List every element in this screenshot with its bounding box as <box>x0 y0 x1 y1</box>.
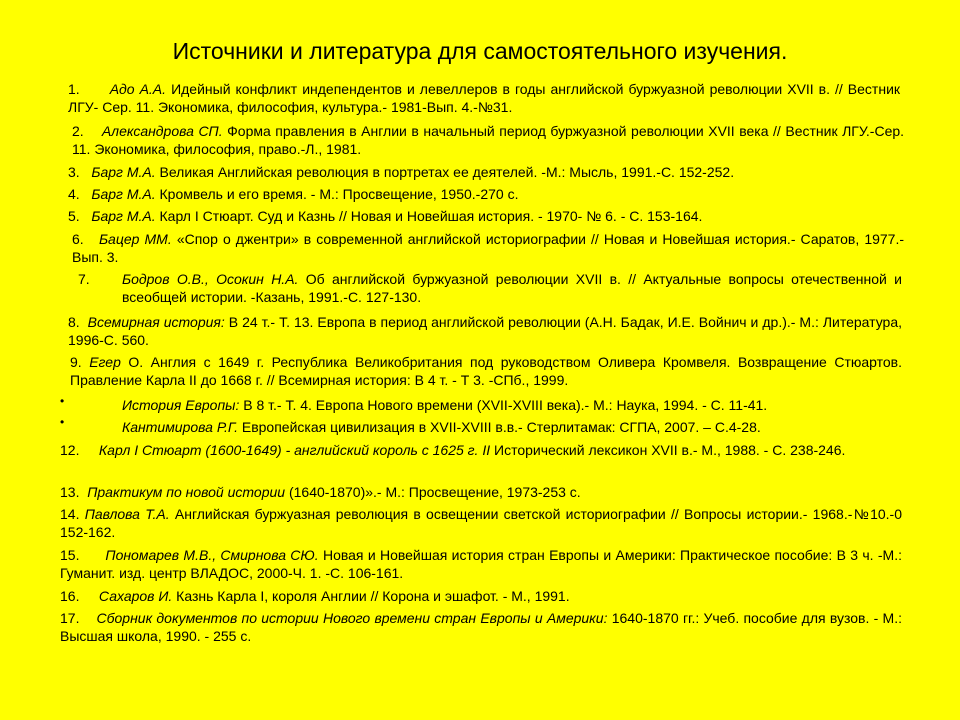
ref-number: 4. <box>68 186 80 202</box>
ref-number: 14. <box>60 506 80 522</box>
ref-text: Карл I Стюарт. Суд и Казнь // Новая и Новейшая история. - 1970- № 6. - С. 153-164. <box>159 208 703 224</box>
reference-item-10 <box>122 396 902 414</box>
ref-number: 2. <box>72 123 84 139</box>
ref-number: 8. <box>68 314 80 330</box>
bullet-icon: • <box>60 394 65 408</box>
ref-number: 13. <box>60 484 80 500</box>
ref-author: Барг М.А. <box>91 186 156 202</box>
reference-item-4 <box>68 185 900 203</box>
page-title: Источники и литература для самостоятельного изучения. <box>172 38 788 64</box>
ref-author: Всемирная история: <box>87 314 225 330</box>
ref-text: Новая и Новейшая история стран Европы и Америки: Практическое пособие: В 3 ч. -М.: Гуманит. изд. центр ВЛАДОС, 2000-Ч. 1. -С. 106-161. <box>60 547 902 581</box>
ref-author: Павлова Т.А. <box>84 506 170 522</box>
ref-author: Адо А.А. <box>109 81 167 97</box>
ref-author: Барг М.А. <box>91 208 156 224</box>
reference-item-12 <box>60 441 902 459</box>
ref-text: Исторический лексикон XVII в.- М., 1988. - С. 238-246. <box>494 442 846 458</box>
ref-author: Барг М.А. <box>91 164 156 180</box>
ref-author: Практикум по новой истории <box>87 484 286 500</box>
ref-number: 12. <box>60 442 80 458</box>
reference-item-17 <box>60 609 902 645</box>
reference-item-6 <box>72 230 904 266</box>
ref-text: Идейный конфликт индепендентов и левеллеров в годы английской буржуазной революции XVII в. // Вестник ЛГУ- Сер. 11. Экономика, философия, культура.- 1981-Вып. 4.-№31. <box>68 81 901 115</box>
ref-author: Карл I Стюарт (1600-1649) - английский король с 1625 г. II <box>98 442 491 458</box>
ref-text: Форма правления в Англии в начальный период буржуазной революции XVII века // Вестник ЛГУ.-Сер. 11. Экономика, философия, право.-Л., 1981. <box>72 123 905 157</box>
reference-item-8 <box>68 313 902 349</box>
ref-text: 1640-1870 гг.: Учеб. пособие для вузов. - М.: Высшая школа, 1990. - 255 с. <box>60 610 902 644</box>
ref-number: 9. <box>70 354 82 370</box>
ref-author: Сахаров И. <box>98 588 173 604</box>
ref-author: Бацер ММ. <box>98 231 172 247</box>
ref-author: Егер <box>89 354 121 370</box>
ref-number: 17. <box>60 610 80 626</box>
ref-text: Кромвель и его время. - М.: Просвещение, 1950.-270 с. <box>159 186 519 202</box>
reference-item-9 <box>70 353 902 389</box>
ref-text: «Спор о джентри» в современной английской историографии // Новая и Новейшая история.- Саратов, 1977.-Вып. 3. <box>72 231 905 265</box>
bullet-icon: • <box>60 415 65 429</box>
reference-item-7-body <box>122 270 902 306</box>
ref-text: Великая Английская революция в портретах ее деятелей. -М.: Мысль, 1991.-С. 152-252. <box>159 164 735 180</box>
ref-author: Александрова СП. <box>101 123 223 139</box>
ref-text: (1640-1870)».- М.: Просвещение, 1973-253 с. <box>288 484 581 500</box>
ref-number: 16. <box>60 588 80 604</box>
ref-number: 1. <box>68 81 80 97</box>
ref-text: Об английской буржуазной революции XVII в. // Актуальные вопросы отечественной и всеобщей истории. -Казань, 1991.-С. 127-130. <box>122 271 902 305</box>
ref-author: Кантимирова Р.Г. <box>122 419 238 435</box>
reference-item-16 <box>60 587 902 605</box>
ref-author: Бодров О.В., Осокин Н.А. <box>122 271 299 287</box>
ref-author: История Европы: <box>122 397 240 413</box>
ref-text: Английская буржуазная революция в освещении светской историографии // Вопросы истории.- 1968.-№10.-0 152-162. <box>60 506 903 540</box>
ref-text: В 8 т.- Т. 4. Европа Нового времени (XVII-XVIII века).- М.: Наука, 1994. - С. 11-41. <box>243 397 768 413</box>
reference-item-2 <box>72 122 904 158</box>
ref-number: 6. <box>72 231 84 247</box>
ref-number: 15. <box>60 547 80 563</box>
ref-text: В 24 т.- Т. 13. Европа в период английской революции (А.Н. Бадак, И.Е. Войнич и др.).- М.: Литература, 1996-С. 560. <box>68 314 903 348</box>
reference-item-13 <box>60 483 902 501</box>
ref-author: Пономарев М.В., Смирнова СЮ. <box>105 547 319 563</box>
ref-number: 5. <box>68 208 80 224</box>
ref-text: Европейская цивилизация в XVII-XVIII в.в.- Стерлитамак: СГПА, 2007. – С.4-28. <box>241 419 761 435</box>
ref-author: Сборник документов по истории Нового времени стран Европы и Америки: <box>96 610 608 626</box>
reference-item-1 <box>68 80 900 116</box>
reference-item-14 <box>60 505 902 541</box>
reference-item-11 <box>122 418 902 436</box>
ref-text: О. Англия с 1649 г. Республика Великобритания под руководством Оливера Кромвеля. Возвращение Стюартов. Правление Карла II до 1668 г. // Всемирная история: В 4 т. - Т 3. -СПб., 1999. <box>70 354 902 388</box>
reference-item-15 <box>60 546 902 582</box>
reference-item-3 <box>68 163 900 181</box>
ref-number: 3. <box>68 164 80 180</box>
reference-item-5 <box>68 207 900 225</box>
ref-text: Казнь Карла I, короля Англии // Корона и эшафот. - М., 1991. <box>176 588 570 604</box>
ref-number: 7. <box>78 271 90 287</box>
